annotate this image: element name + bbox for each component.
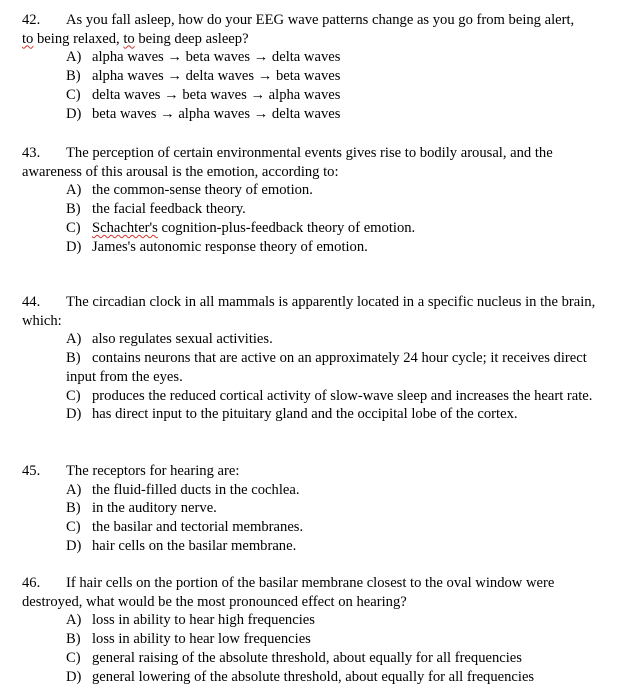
answer-options — [22, 48, 612, 123]
answer-option-d — [22, 105, 612, 124]
question-stem — [22, 574, 612, 611]
answer-option-c — [22, 387, 612, 406]
option-text: contains neurons that are active on an approximately 24 hour cycle; it receives direct input from the eyes. — [66, 350, 587, 385]
answer-option-b — [22, 630, 612, 649]
question-number: 44. — [22, 294, 41, 310]
answer-option-a — [22, 611, 612, 630]
question-44 — [22, 293, 612, 424]
option-letter: D) — [66, 406, 82, 423]
option-letter: C) — [66, 387, 81, 404]
option-text: the basilar and tectorial membranes. — [92, 519, 304, 536]
option-letter: C) — [66, 649, 81, 666]
option-letter: C) — [66, 86, 81, 103]
option-letter: C) — [66, 219, 81, 236]
answer-option-b — [22, 200, 612, 219]
answer-option-a — [22, 330, 612, 349]
option-letter: B) — [66, 500, 81, 517]
question-text: The perception of certain environmental events gives rise to bodily arousal, and the awareness of this arousal is the emotion, according to: — [22, 145, 553, 180]
option-text: general lowering of the absolute threshold, about equally for all frequencies — [92, 668, 535, 685]
option-text: James's autonomic response theory of emotion. — [92, 238, 368, 255]
option-text: has direct input to the pituitary gland and the occipital lobe of the cortex. — [92, 406, 518, 423]
option-text: the facial feedback theory. — [92, 201, 246, 218]
answer-options — [22, 330, 612, 424]
option-letter: C) — [66, 519, 81, 536]
option-letter: A) — [66, 612, 82, 629]
option-text: hair cells on the basilar membrane. — [92, 537, 297, 554]
option-text: loss in ability to hear high frequencies — [92, 612, 315, 629]
answer-options — [22, 481, 612, 556]
option-letter: A) — [66, 49, 82, 66]
answer-options — [22, 611, 612, 686]
option-letter: B) — [66, 201, 81, 218]
option-letter: D) — [66, 105, 82, 122]
question-number: 43. — [22, 145, 41, 161]
question-text-continued: being deep asleep? — [134, 30, 249, 47]
question-43 — [22, 144, 612, 256]
option-text: the fluid-filled ducts in the cochlea. — [92, 481, 300, 498]
answer-option-c — [22, 86, 612, 105]
answer-option-c — [22, 649, 612, 668]
spellcheck-flagged-word[interactable]: Schachter's — [92, 219, 158, 236]
answer-option-d — [22, 238, 612, 257]
answer-option-c — [22, 219, 612, 238]
option-letter: A) — [66, 182, 82, 199]
option-text: delta waves → beta waves → alpha waves — [92, 86, 341, 103]
question-stem — [22, 462, 612, 481]
question-stem — [22, 144, 612, 181]
question-46 — [22, 574, 612, 686]
option-text: general raising of the absolute threshold, about equally for all frequencies — [92, 649, 522, 666]
question-text: The circadian clock in all mammals is apparently located in a specific nucleus in the brain, which: — [22, 294, 596, 329]
answer-option-d — [22, 537, 612, 556]
option-letter: D) — [66, 537, 82, 554]
option-text: in the auditory nerve. — [92, 500, 217, 517]
question-number: 42. — [22, 12, 41, 28]
question-text: If hair cells on the portion of the basilar membrane closest to the oval window were destroyed, what would be the most pronounced effect on hearing? — [22, 575, 555, 610]
option-letter: D) — [66, 238, 82, 255]
answer-option-a — [22, 181, 612, 200]
option-text: also regulates sexual activities. — [92, 331, 273, 348]
question-number: 46. — [22, 575, 41, 591]
option-text: the common-sense theory of emotion. — [92, 182, 313, 199]
option-text: produces the reduced cortical activity of slow-wave sleep and increases the heart rate. — [92, 387, 593, 404]
question-text: As you fall asleep, how do your EEG wave patterns change as you go from being alert, — [66, 12, 575, 28]
question-text: The receptors for hearing are: — [66, 463, 240, 479]
answer-option-c — [22, 518, 612, 537]
option-text: beta waves → alpha waves → delta waves — [92, 105, 341, 122]
option-text: alpha waves → beta waves → delta waves — [92, 49, 341, 66]
option-letter: A) — [66, 331, 82, 348]
option-letter: D) — [66, 668, 82, 685]
question-number: 45. — [22, 463, 41, 479]
answer-option-a — [22, 481, 612, 500]
spellcheck-flagged-word[interactable]: to — [22, 30, 34, 47]
answer-option-b — [22, 67, 612, 86]
option-letter: A) — [66, 481, 82, 498]
answer-option-b — [22, 499, 612, 518]
question-text-continued: being relaxed, — [33, 30, 124, 47]
question-stem — [22, 11, 612, 48]
option-text: cognition-plus-feedback theory of emotion. — [157, 219, 416, 236]
spellcheck-flagged-word[interactable]: to — [123, 30, 135, 47]
option-letter: B) — [66, 68, 81, 85]
answer-option-b — [22, 349, 612, 386]
question-42 — [22, 11, 612, 123]
answer-options — [22, 181, 612, 256]
option-letter: B) — [66, 631, 81, 648]
answer-option-d — [22, 668, 612, 687]
option-text: loss in ability to hear low frequencies — [92, 631, 311, 648]
option-text: alpha waves → delta waves → beta waves — [92, 68, 341, 85]
question-45 — [22, 462, 612, 556]
option-letter: B) — [66, 350, 81, 367]
question-stem — [22, 293, 612, 330]
answer-option-a — [22, 48, 612, 67]
answer-option-d — [22, 405, 612, 424]
